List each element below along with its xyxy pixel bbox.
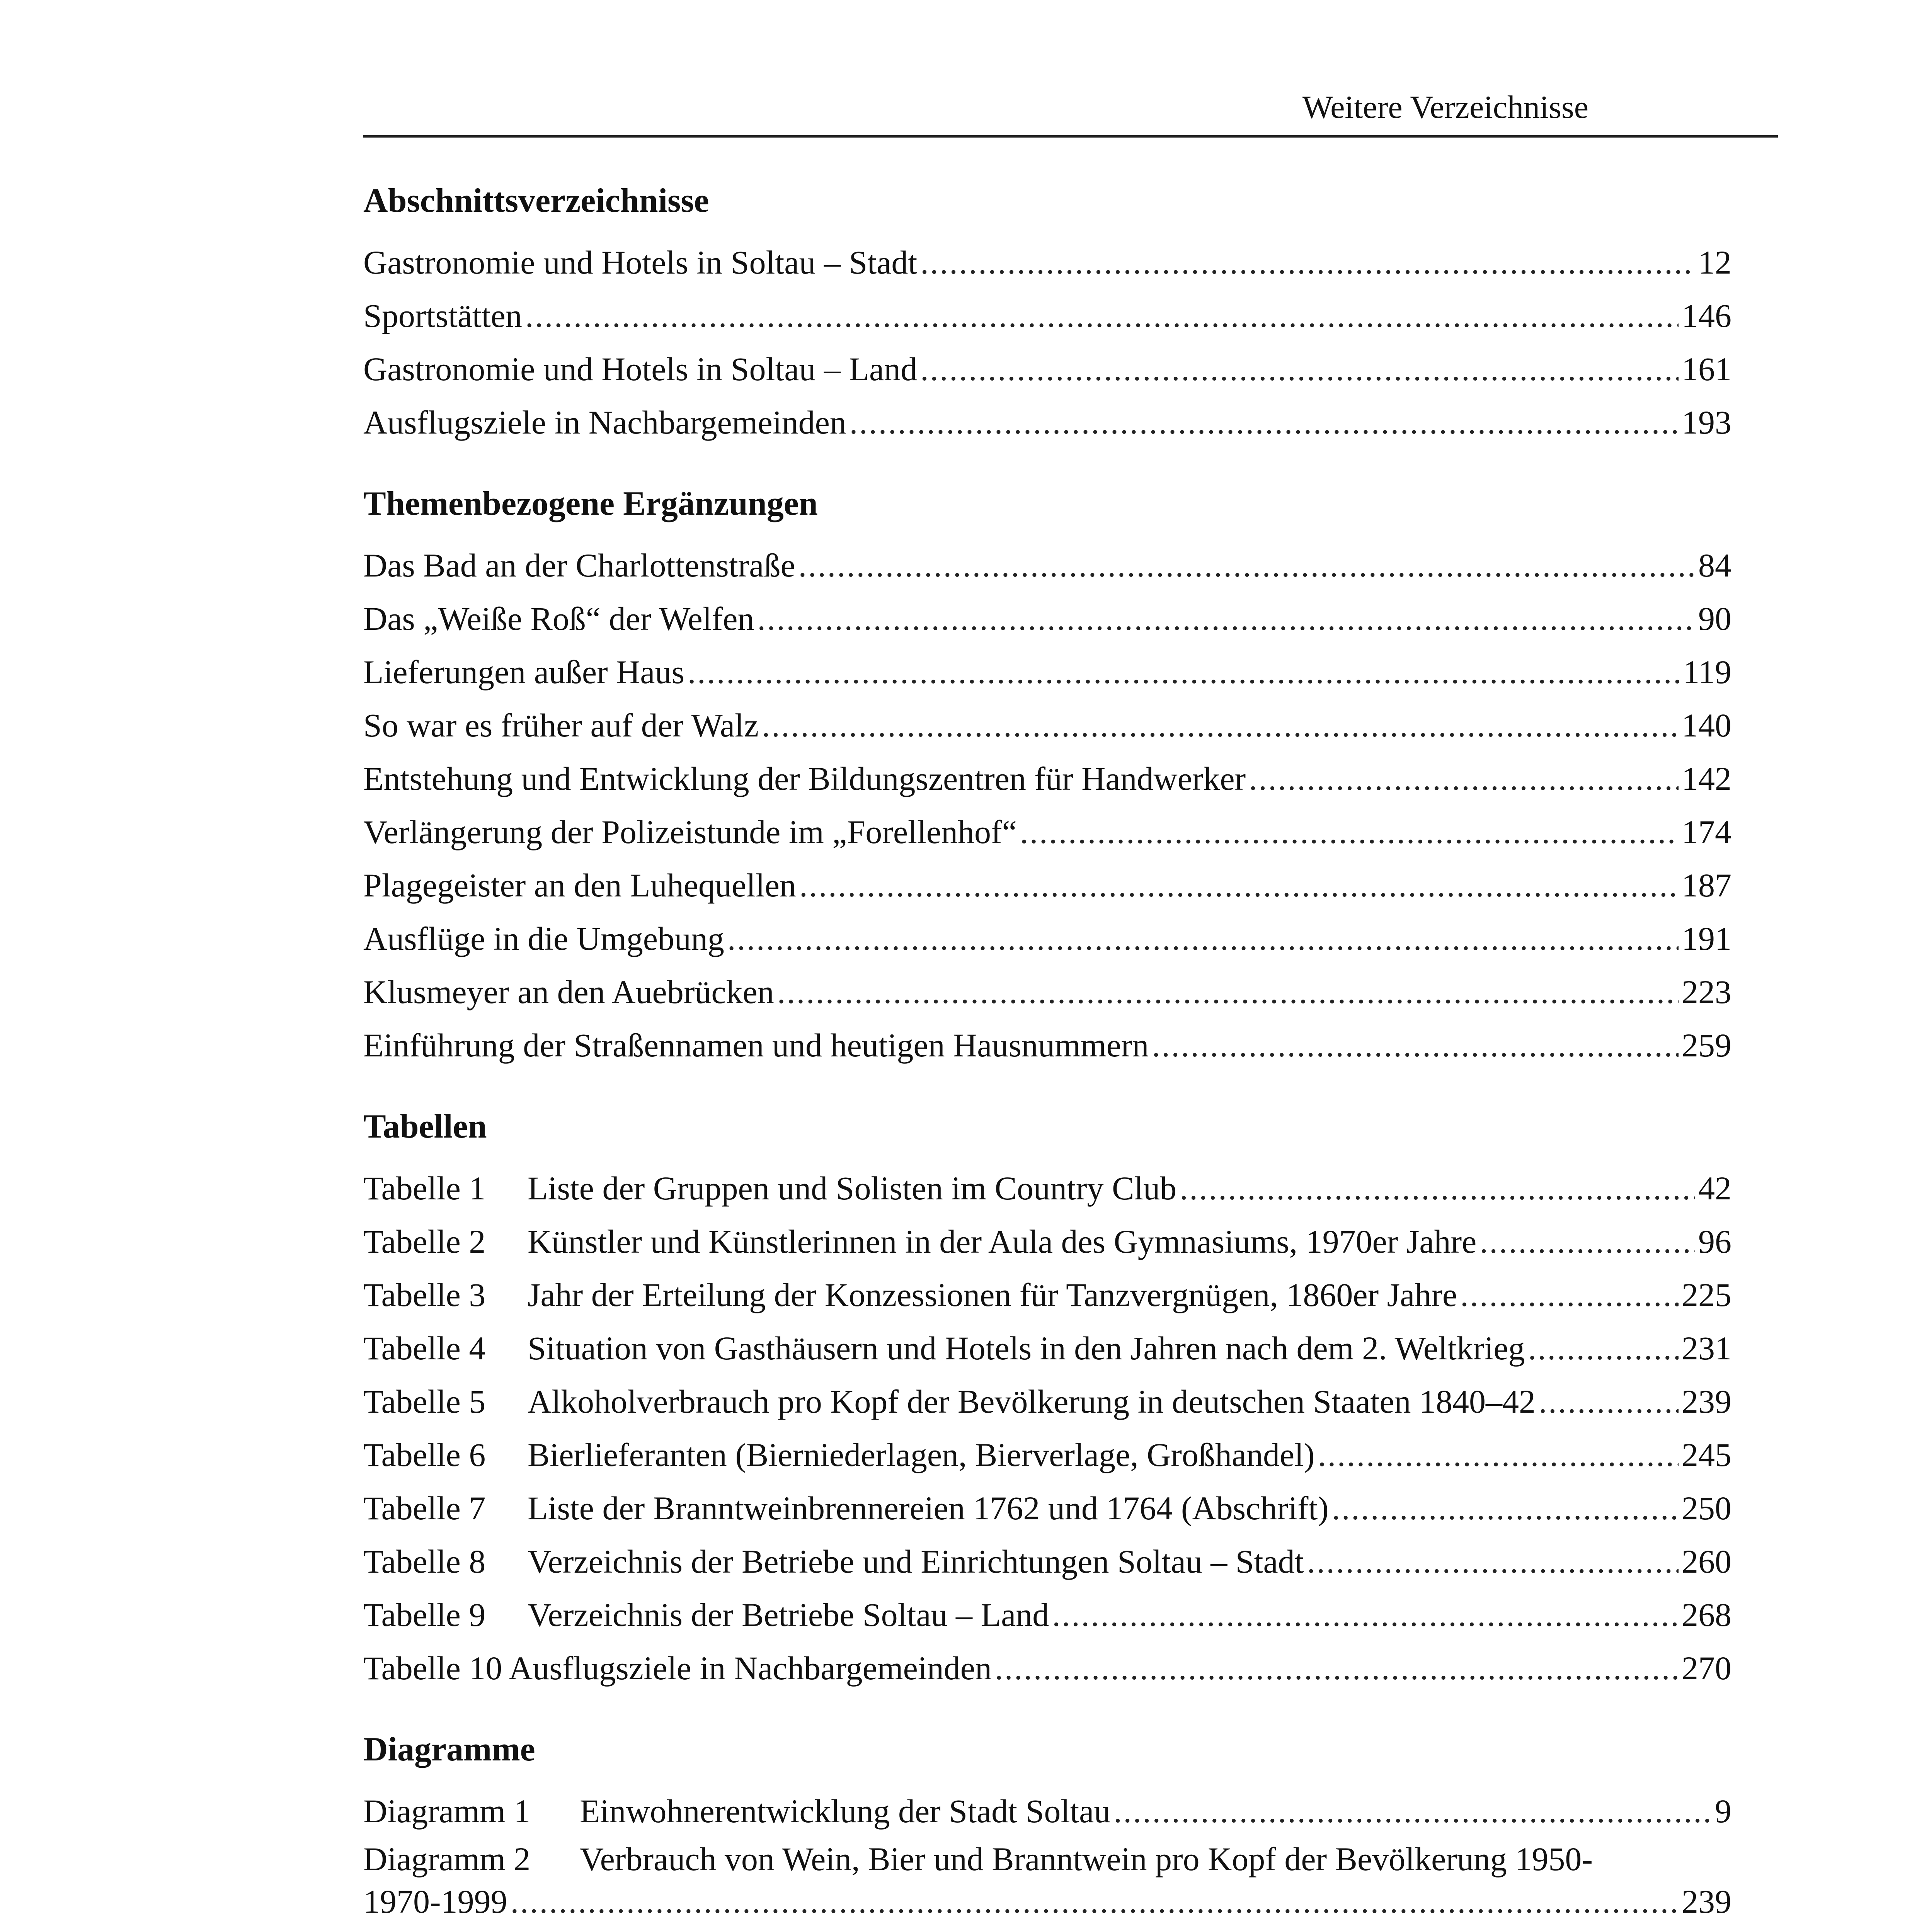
dot-leader	[920, 342, 1679, 396]
entry-page: 260	[1682, 1543, 1731, 1580]
entry-label: Situation von Gasthäusern und Hotels in den Jahren nach dem 2. Weltkrieg	[528, 1330, 1525, 1367]
section-tabellen	[363, 1104, 1731, 1695]
toc-entry[interactable]	[363, 1535, 1731, 1588]
entry-label: Ausflugsziele in Nachbargemeinden	[509, 1650, 992, 1687]
header-rule	[363, 135, 1778, 138]
entry-label: Einführung der Straßennamen und heutigen Hausnummern	[363, 1027, 1149, 1064]
entry-label: Lieferungen außer Haus	[363, 653, 684, 690]
entry-label: Verbrauch von Wein, Bier und Branntwein pro Kopf der Bevölkerung 1950-	[580, 1840, 1593, 1878]
entry-page: 9	[1715, 1793, 1731, 1830]
toc-entry[interactable]	[363, 859, 1731, 912]
entry-label: Künstler und Künstlerinnen in der Aula des Gymnasiums, 1970er Jahre	[528, 1223, 1477, 1260]
entry-label: Das „Weiße Roß“ der Welfen	[363, 600, 754, 637]
dot-leader	[1307, 1535, 1679, 1588]
entry-label: Verzeichnis der Betriebe Soltau – Land	[528, 1596, 1049, 1633]
toc-entry[interactable]	[363, 1838, 1731, 1923]
entry-page: 191	[1682, 920, 1731, 957]
dot-leader	[727, 912, 1679, 965]
toc-entry[interactable]	[363, 342, 1731, 396]
entry-label: Einwohnerentwicklung der Stadt Soltau	[580, 1793, 1111, 1830]
entry-label: Klusmeyer an den Auebrücken	[363, 973, 774, 1010]
dot-leader	[1020, 805, 1679, 859]
entry-label: Verlängerung der Polizeistunde im „Forellenhof“	[363, 813, 1017, 850]
toc-entry[interactable]	[363, 1375, 1731, 1428]
toc-entry[interactable]	[363, 1428, 1731, 1481]
toc-entry[interactable]	[363, 1784, 1731, 1838]
entry-page: 259	[1682, 1027, 1731, 1064]
entry-label: Ausflugsziele in Nachbargemeinden	[363, 404, 846, 441]
table-number: Tabelle 7	[363, 1490, 486, 1527]
running-head: Weitere Verzeichnisse	[1302, 89, 1588, 125]
toc-entry[interactable]	[363, 1019, 1731, 1072]
dot-leader	[1180, 1162, 1695, 1215]
toc-entry[interactable]	[363, 805, 1731, 859]
toc-entry[interactable]	[363, 1215, 1731, 1268]
dot-leader	[995, 1641, 1679, 1695]
entry-page: 225	[1682, 1276, 1731, 1313]
dot-leader	[1332, 1481, 1679, 1535]
entry-page: 245	[1682, 1436, 1731, 1473]
toc-entry[interactable]	[363, 592, 1731, 645]
entry-page: 146	[1682, 297, 1731, 334]
entry-label: Sportstätten	[363, 297, 522, 334]
entry-page: 161	[1682, 350, 1731, 388]
dot-leader	[1152, 1019, 1679, 1072]
table-number: Tabelle 9	[363, 1596, 486, 1633]
entry-label: Verzeichnis der Betriebe und Einrichtungen Soltau – Stadt	[528, 1543, 1304, 1580]
section-title: Tabellen	[363, 1108, 487, 1145]
entry-page: 119	[1683, 653, 1731, 690]
entry-page: 187	[1682, 867, 1731, 904]
table-number: Tabelle 2	[363, 1223, 486, 1260]
toc-entry[interactable]	[363, 236, 1731, 289]
table-number: Tabelle 4	[363, 1330, 486, 1367]
toc-entry[interactable]	[363, 752, 1731, 805]
toc-entry[interactable]	[363, 1588, 1731, 1641]
toc-entry[interactable]	[363, 645, 1731, 699]
dot-leader	[798, 539, 1695, 592]
entry-page: 140	[1682, 707, 1731, 744]
entry-label: Liste der Branntweinbrennereien 1762 und 1764 (Abschrift)	[528, 1490, 1329, 1527]
dot-leader	[525, 289, 1679, 342]
dot-leader	[1052, 1588, 1679, 1641]
section-title: Diagramme	[363, 1731, 535, 1768]
entry-page: 90	[1698, 600, 1731, 637]
entry-page: 42	[1698, 1170, 1731, 1207]
dot-leader	[799, 859, 1679, 912]
entry-label-continued: 1970-1999	[363, 1883, 507, 1920]
dot-leader	[1528, 1321, 1679, 1375]
table-number: Tabelle 3	[363, 1276, 486, 1313]
dot-leader	[762, 699, 1679, 752]
toc-entry[interactable]	[363, 1162, 1731, 1215]
entry-page: 142	[1682, 760, 1731, 797]
toc-entry[interactable]	[363, 699, 1731, 752]
section-diagramme	[363, 1726, 1731, 1932]
dot-leader	[850, 396, 1679, 449]
dot-leader	[1460, 1268, 1679, 1321]
entry-label: Das Bad an der Charlottenstraße	[363, 547, 795, 584]
entry-page: 239	[1682, 1383, 1731, 1420]
diagram-number: Diagramm 1	[363, 1793, 531, 1830]
toc-entry[interactable]	[363, 1641, 1731, 1695]
entry-label: Bierlieferanten (Bierniederlagen, Bierverlage, Großhandel)	[528, 1436, 1315, 1473]
dot-leader	[1318, 1428, 1679, 1481]
table-number: Tabelle 8	[363, 1543, 486, 1580]
entry-label: So war es früher auf der Walz	[363, 707, 759, 744]
entry-page: 270	[1682, 1650, 1731, 1687]
entry-label: Liste der Gruppen und Solisten im Country Club	[528, 1170, 1177, 1207]
toc-entry[interactable]	[363, 965, 1731, 1019]
entry-page: 12	[1698, 244, 1731, 281]
dot-leader	[1479, 1215, 1695, 1268]
dot-leader	[920, 236, 1695, 289]
table-number: Tabelle 5	[363, 1383, 486, 1420]
dot-leader	[1539, 1375, 1679, 1428]
entry-label: Jahr der Erteilung der Konzessionen für Tanzvergnügen, 1860er Jahre	[528, 1276, 1457, 1313]
section-themenbezogene-ergaenzungen	[363, 481, 1731, 1072]
entry-page: 250	[1682, 1490, 1731, 1527]
dot-leader	[777, 965, 1679, 1019]
toc-entry[interactable]	[363, 539, 1731, 592]
entry-page: 84	[1698, 547, 1731, 584]
entry-label: Plagegeister an den Luhequellen	[363, 867, 796, 904]
section-title: Themenbezogene Ergänzungen	[363, 485, 818, 522]
entry-label: Ausflüge in die Umgebung	[363, 920, 724, 957]
dot-leader	[688, 645, 1680, 699]
dot-leader	[1113, 1784, 1712, 1838]
dot-leader	[1249, 752, 1679, 805]
entry-page: 268	[1682, 1596, 1731, 1633]
section-title: Abschnittsverzeichnisse	[363, 182, 709, 219]
diagram-number: Diagramm 2	[363, 1840, 531, 1878]
entry-page: 174	[1682, 813, 1731, 850]
entry-label: Alkoholverbrauch pro Kopf der Bevölkerung in deutschen Staaten 1840–42	[528, 1383, 1536, 1420]
entry-page: 96	[1698, 1223, 1731, 1260]
table-number: Tabelle 6	[363, 1436, 486, 1473]
entry-page: 223	[1682, 973, 1731, 1010]
toc-entry[interactable]	[363, 1321, 1731, 1375]
toc-entry[interactable]	[363, 396, 1731, 449]
section-abschnittsverzeichnisse	[363, 178, 1731, 449]
table-number: Tabelle 10	[363, 1650, 502, 1687]
entry-label: Entstehung und Entwicklung der Bildungszentren für Handwerker	[363, 760, 1246, 797]
toc-entry[interactable]	[363, 1481, 1731, 1535]
dot-leader	[757, 592, 1695, 645]
toc-entry[interactable]	[363, 1268, 1731, 1321]
toc-entry[interactable]	[363, 289, 1731, 342]
entry-label: Gastronomie und Hotels in Soltau – Land	[363, 350, 918, 388]
toc-content	[363, 178, 1731, 1932]
table-number: Tabelle 1	[363, 1170, 486, 1207]
entry-page: 239	[1682, 1883, 1731, 1920]
toc-entry[interactable]	[363, 912, 1731, 965]
dot-leader	[511, 1880, 1679, 1923]
entry-page: 231	[1682, 1330, 1731, 1367]
entry-label: Gastronomie und Hotels in Soltau – Stadt	[363, 244, 918, 281]
entry-page: 193	[1682, 404, 1731, 441]
